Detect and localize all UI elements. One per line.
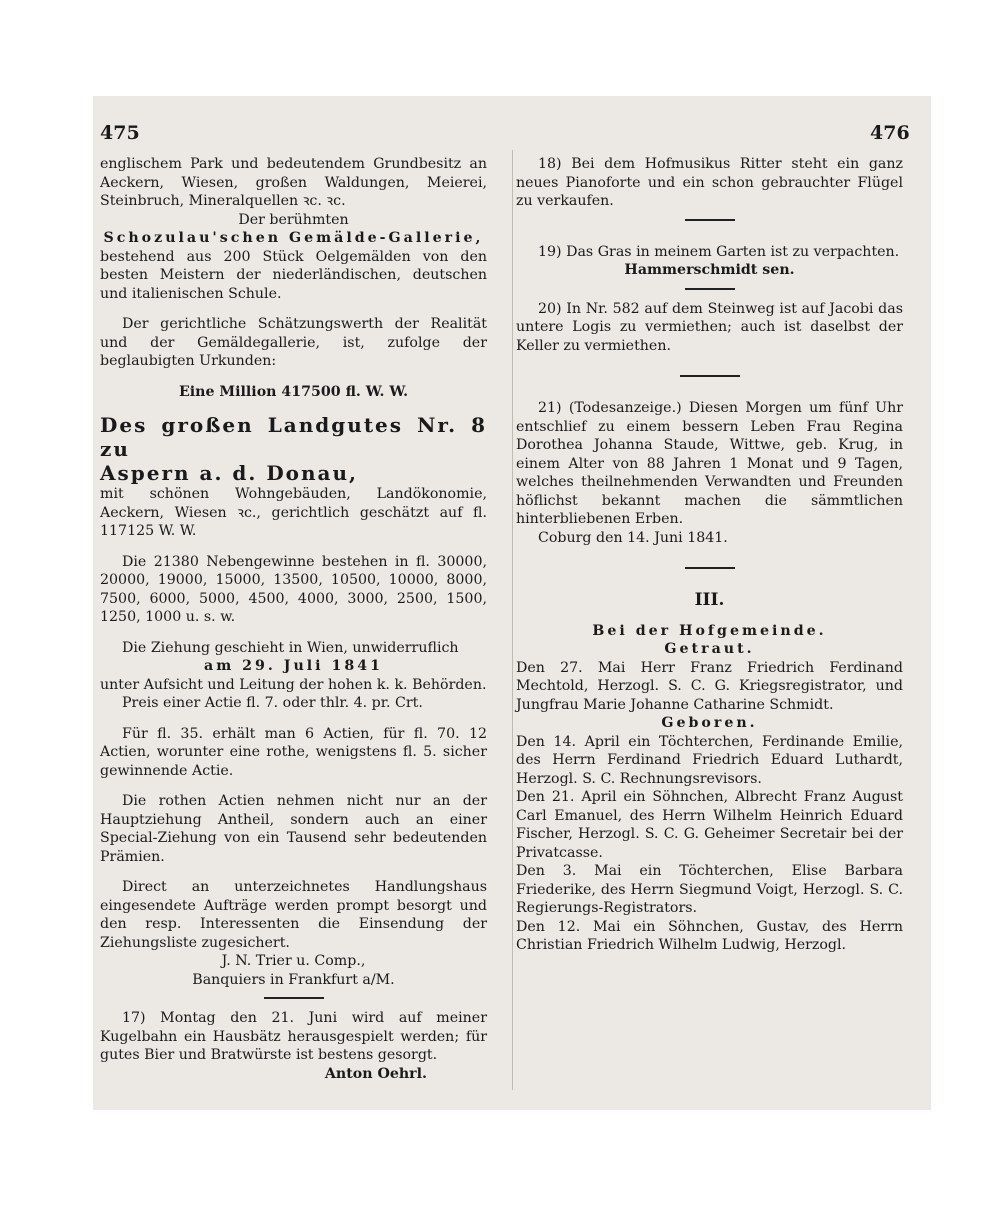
paragraph: Die Ziehung geschieht in Wien, unwiderruflich xyxy=(122,639,459,656)
paragraph: Die rothen Actien nehmen nicht nur an der Hauptziehung Antheil, sondern auch an einer Special-Ziehung von ein Tausend sehr bedeutenden Prämien. xyxy=(100,793,487,865)
heading: Aspern a. d. Donau, xyxy=(100,461,359,485)
separator-rule xyxy=(685,288,735,290)
paragraph: unter Aufsicht und Leitung der hohen k. k. Behörden. xyxy=(100,676,487,693)
entry: Den 12. Mai ein Söhnchen, Gustav, des Herrn Christian Friedrich Wilhelm Ludwig, Herzogl. xyxy=(516,918,903,953)
paragraph: Der gerichtliche Schätzungswerth der Realität und der Gemäldegallerie, ist, zufolge der beglaubigten Urkunden: xyxy=(100,316,487,369)
paragraph: Die 21380 Nebengewinne bestehen in fl. 30000, 20000, 19000, 15000, 13500, 10500, 10000, 8000, 7500, 6000, 5000, 4500, 4000, 3000, 2500, 1500, 1250, 1000 u. s. w. xyxy=(100,553,487,625)
paragraph: 19) Das Gras in meinem Garten ist zu verpachten. xyxy=(538,243,900,260)
column-divider xyxy=(512,150,513,1090)
signature: Hammerschmidt sen. xyxy=(624,262,795,278)
entry: Den 27. Mai Herr Franz Friedrich Ferdinand Mechtold, Herzogl. S. C. G. Kriegsregistrator, und Jungfrau Marie Johanne Catharine Schmidt. xyxy=(516,659,903,713)
paragraph: mit schönen Wohngebäuden, Landökonomie, Aeckern, Wiesen ꝛc., gerichtlich geschätzt auf fl. 117125 W. W. xyxy=(100,486,487,539)
section-title: Bei der Hofgemeinde. xyxy=(592,622,827,639)
paragraph: Direct an unterzeichnetes Handlungshaus eingesendete Aufträge werden prompt besorgt und den resp. Interessenten die Einsendung der Ziehungsliste zugesichert. xyxy=(100,879,487,951)
paragraph: Für fl. 35. erhält man 6 Actien, für fl. 70. 12 Actien, worunter eine rothe, wenigstens fl. 5. sicher gewinnende Actie. xyxy=(100,725,487,779)
place-date: Coburg den 14. Juni 1841. xyxy=(538,529,728,546)
separator-rule xyxy=(680,375,740,377)
right-column xyxy=(516,155,903,955)
value-line: Eine Million 417500 fl. W. W. xyxy=(178,383,409,400)
paragraph: bestehend aus 200 Stück Oelgemälden von den besten Meistern der niederländischen, deutschen und italienischen Schule. xyxy=(100,248,487,302)
heading: Schozulau'schen Gemälde-Gallerie, xyxy=(103,230,484,246)
paragraph: 17) Montag den 21. Juni wird auf meiner Kugelbahn ein Hausbätz herausgespielt werden; für gutes Bier und Bratwürste ist bestens gesorgt. xyxy=(100,1010,487,1063)
paragraph: 21) (Todesanzeige.) Diesen Morgen um fünf Uhr entschlief zu einem bessern Leben Frau Regina Dorothea Johanna Staude, Wittwe, geb. Krug, in einem Alter von 88 Jahren 1 Monat und 9 Tagen, welches theilnehmenden Verwandten und Freunden höflichst bekannt machen die sämmtlichen hinterbliebenen Erben. xyxy=(516,400,903,527)
separator-rule xyxy=(685,219,735,221)
price-line: Preis einer Actie fl. 7. oder thlr. 4. pr. Crt. xyxy=(122,695,423,711)
signature: Anton Oehrl. xyxy=(324,1065,427,1082)
section-number: III. xyxy=(694,590,725,610)
page-number-left: 475 xyxy=(100,122,140,144)
paragraph: 20) In Nr. 582 auf dem Steinweg ist auf Jacobi das untere Logis zu vermiethen; auch ist daselbst der Keller zu vermiethen. xyxy=(516,300,903,354)
separator-rule xyxy=(264,997,324,999)
signature: Banquiers in Frankfurt a/M. xyxy=(192,971,395,988)
left-column xyxy=(100,155,487,1083)
entry: Den 14. April ein Töchterchen, Ferdinande Emilie, des Herrn Ferdinand Friedrich Eduard Luthardt, Herzogl. S. C. Rechnungsrevisors. xyxy=(516,733,903,787)
heading: Der berühmten xyxy=(238,211,349,228)
paragraph: englischem Park und bedeutendem Grundbesitz an Aeckern, Wiesen, großen Waldungen, Meierei, Steinbruch, Mineralquellen ꝛc. ꝛc. xyxy=(100,156,487,209)
page-number-right: 476 xyxy=(870,122,910,144)
date-line: am 29. Juli 1841 xyxy=(204,658,383,674)
entry: Den 3. Mai ein Töchterchen, Elise Barbara Friederike, des Herrn Siegmund Voigt, Herzogl. S. C. Regierungs-Registrators. xyxy=(516,863,903,916)
subsection-title: Getraut. xyxy=(664,641,755,657)
separator-rule xyxy=(685,567,735,569)
paragraph: 18) Bei dem Hofmusikus Ritter steht ein ganz neues Pianoforte und ein schon gebrauchter Flügel zu verkaufen. xyxy=(516,156,903,209)
subsection-title: Geboren. xyxy=(661,715,758,731)
signature: J. N. Trier u. Comp., xyxy=(221,953,366,969)
heading: Des großen Landgutes Nr. 8 zu xyxy=(100,413,487,461)
entry: Den 21. April ein Söhnchen, Albrecht Franz August Carl Emanuel, des Herrn Wilhelm Heinrich Eduard Fischer, Herzogl. S. C. G. Geheimer Secretair bei der Privatcasse. xyxy=(516,789,903,861)
